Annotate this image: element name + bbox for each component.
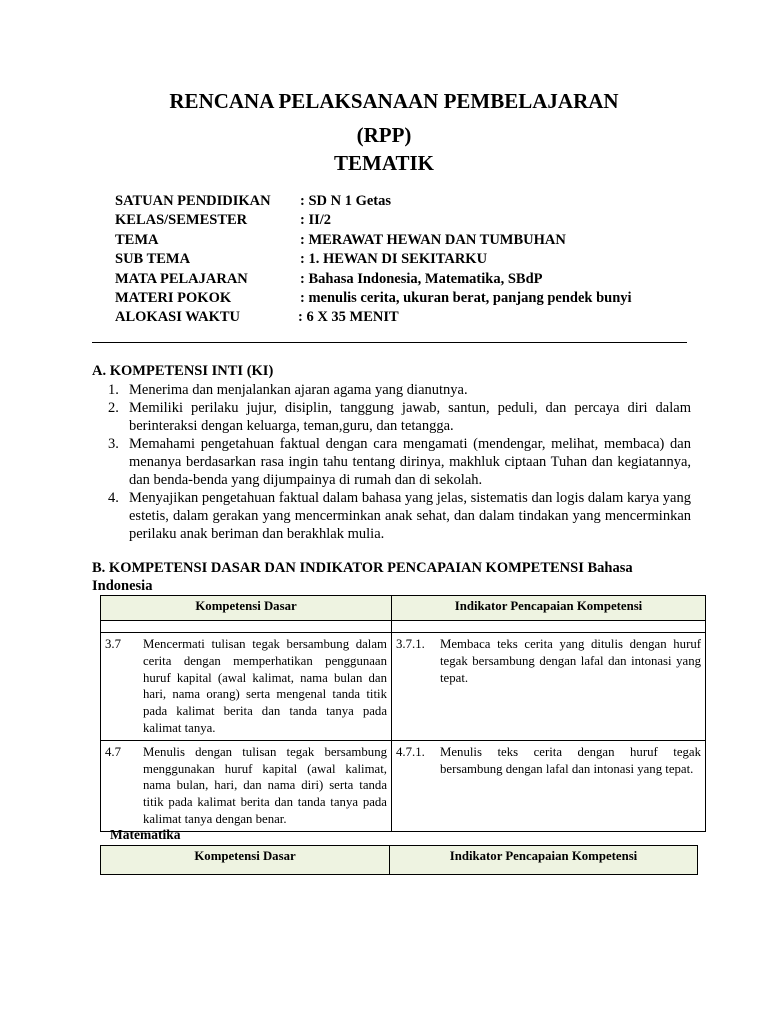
identity-value: : Bahasa Indonesia, Matematika, SBdP [300, 270, 543, 287]
list-item-number: 1. [108, 382, 119, 398]
column-header-kd: Kompetensi Dasar [101, 596, 392, 621]
table-spacer-cell [101, 621, 392, 633]
kd-number: 3.7 [105, 637, 121, 651]
table-row [101, 633, 706, 741]
column-header-kd: Kompetensi Dasar [101, 846, 390, 875]
list-item-text: Memiliki perilaku jujur, disiplin, tanggung jawab, santun, peduli, dan percaya diri dalam berinteraksi dengan keluarga, teman,guru, dan tetangga. [129, 400, 691, 434]
indicator-cell [392, 740, 706, 831]
ki-list [108, 381, 691, 543]
list-item-number: 2. [108, 400, 119, 416]
list-item-text: Menyajikan pengetahuan faktual dalam bahasa yang jelas, sistematis dan logis dalam karya yang estetis, dalam gerakan yang mencerminkan anak sehat, dan dalam tindakan yang mencerminkan perilaku anak beriman dan berakhlak mulia. [129, 490, 691, 542]
divider-line [92, 342, 687, 343]
table-spacer-cell [392, 621, 706, 633]
identity-row [115, 232, 695, 251]
document-title-abbr: (RPP) [356, 123, 412, 147]
identity-label: MATERI POKOK [115, 289, 232, 306]
identity-label: TEMA [115, 231, 159, 248]
identity-row [115, 309, 695, 328]
indicator-number: 4.7.1. [396, 744, 425, 759]
identity-value: : menulis cerita, ukuran berat, panjang pendek bunyi [300, 289, 632, 306]
identity-label: ALOKASI WAKTU [115, 309, 241, 326]
column-header-indicator: Indikator Pencapaian Kompetensi [392, 596, 706, 621]
list-item [108, 435, 691, 489]
kd-table-matematika [100, 845, 698, 875]
list-item [108, 381, 691, 399]
section-b-heading: B. KOMPETENSI DASAR DAN INDIKATOR PENCAPAIAN KOMPETENSI Bahasa Indonesia [92, 560, 633, 594]
identity-value: : II/2 [300, 212, 332, 229]
indicator-text: Membaca teks cerita yang ditulis dengan huruf tegak bersambung dengan lafal dan intonasi yang tepat. [440, 637, 701, 685]
identity-label: KELAS/SEMESTER [115, 212, 248, 229]
indicator-number: 3.7.1. [396, 637, 425, 651]
identity-row [115, 290, 695, 309]
identity-row [115, 271, 695, 290]
identity-value: : MERAWAT HEWAN DAN TUMBUHAN [300, 231, 566, 248]
identity-label: MATA PELAJARAN [115, 270, 248, 287]
column-header-indicator: Indikator Pencapaian Kompetensi [390, 846, 698, 875]
identity-value: : SD N 1 Getas [300, 193, 392, 209]
table-spacer-row [101, 621, 706, 633]
kd-text: Mencermati tulisan tegak bersambung dalam cerita dengan memperhatikan penggunaan huruf kapital (awal kalimat, nama bulan dan hari, nama orang) serta mengenal tanda titik pada kalimat berita dan tanda tanya pada kalimat tanya. [143, 637, 387, 735]
matematika-label: Matematika [110, 827, 181, 842]
identity-label: SUB TEMA [115, 251, 191, 268]
indicator-cell [392, 633, 706, 741]
kd-table-bahasa-indonesia [100, 595, 706, 832]
kd-text: Menulis dengan tulisan tegak bersambung menggunakan huruf kapital (awal kalimat, nama bulan, hari, dan nama diri) serta tanda titik pada kalimat berita dan tanda tanya pada kalimat tanya dengan benar. [143, 744, 387, 826]
kd-cell [101, 633, 392, 741]
list-item-text: Memahami pengetahuan faktual dengan cara mengamati (mendengar, melihat, membaca) dan menanya berdasarkan rasa ingin tahu tentang dirinya, makhluk ciptaan Tuhan dan kegiatannya, dan benda-benda yang dijumpainya di rumah dan di sekolah. [129, 436, 691, 488]
identity-label: SATUAN PENDIDIKAN [115, 193, 271, 209]
kd-cell [101, 740, 392, 831]
identity-value: : 6 X 35 MENIT [298, 309, 399, 326]
indicator-text: Menulis teks cerita dengan huruf tegak bersambung dengan lafal dan intonasi yang tepat. [440, 744, 701, 776]
identity-row [115, 193, 695, 212]
identity-block [115, 193, 695, 329]
document-title: RENCANA PELAKSANAAN PEMBELAJARAN [169, 89, 619, 113]
section-a-heading: A. KOMPETENSI INTI (KI) [92, 363, 274, 379]
identity-row [115, 251, 695, 270]
table-row [101, 740, 706, 831]
table-header-row [101, 596, 706, 621]
list-item-number: 4. [108, 490, 119, 506]
list-item-number: 3. [108, 436, 119, 452]
list-item [108, 399, 691, 435]
document-subtitle: TEMATIK [334, 151, 434, 175]
table-header-row [101, 846, 698, 875]
kd-number: 4.7 [105, 744, 121, 759]
list-item-text: Menerima dan menjalankan ajaran agama yang dianutnya. [129, 382, 468, 398]
identity-value: : 1. HEWAN DI SEKITARKU [300, 251, 488, 268]
list-item [108, 489, 691, 543]
identity-row [115, 212, 695, 231]
